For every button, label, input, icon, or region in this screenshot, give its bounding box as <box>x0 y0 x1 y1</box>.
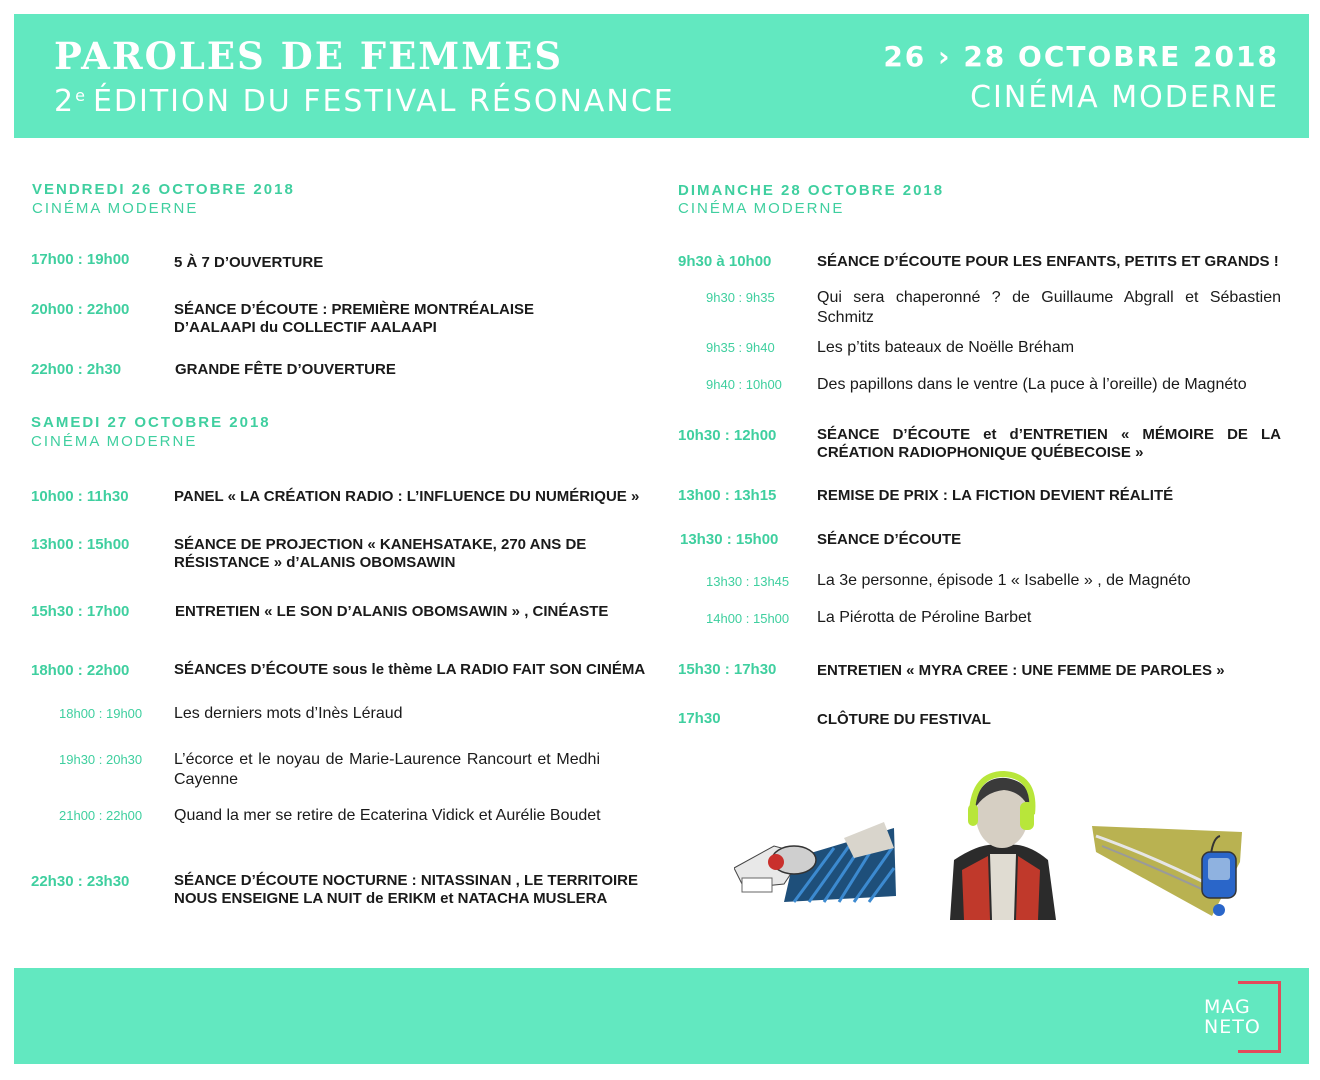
session-title: La 3e personne, épisode 1 « Isabelle » , de Magnéto <box>817 572 1191 589</box>
edition-text: ÉDITION DU FESTIVAL RÉSONANCE <box>92 84 675 119</box>
event-time: 15h30 : 17h30 <box>678 661 777 678</box>
edition-number: 2 <box>54 84 76 119</box>
session-title: Qui sera chaperonné ? de Guillaume Abgrall et Sébastien Schmitz <box>817 289 1281 326</box>
event-title: SÉANCES D’ÉCOUTE sous le thème LA RADIO FAIT SON CINÉMA <box>174 661 646 678</box>
event-time: 20h00 : 22h00 <box>31 301 130 318</box>
festival-title: PAROLES DE FEMMES <box>54 34 564 78</box>
friday-venue: CINÉMA MODERNE <box>32 200 199 217</box>
audio-device-collage <box>1092 826 1244 918</box>
event-title: REMISE DE PRIX : LA FICTION DEVIENT RÉALITÉ <box>817 487 1174 504</box>
event-time: 13h00 : 15h00 <box>31 536 130 553</box>
session-title: L’écorce et le noyau de Marie-Laurence Rancourt et Medhi Cayenne <box>174 751 600 788</box>
festival-venue: CINÉMA MODERNE <box>970 80 1279 115</box>
radio-microphone-collage <box>734 818 898 904</box>
sunday-heading: DIMANCHE 28 OCTOBRE 2018 <box>678 182 945 199</box>
session-title: La Piérotta de Péroline Barbet <box>817 609 1032 626</box>
saturday-heading: SAMEDI 27 OCTOBRE 2018 <box>31 414 271 431</box>
event-title: CLÔTURE DU FESTIVAL <box>817 711 991 728</box>
event-title: SÉANCE D’ÉCOUTE : PREMIÈRE MONTRÉALAISE D’AALAAPI du COLLECTIF AALAAPI <box>174 301 535 336</box>
festival-subtitle <box>54 84 675 119</box>
event-time: 22h30 : 23h30 <box>31 873 130 890</box>
event-title: SÉANCE DE PROJECTION « KANEHSATAKE, 270 ANS DE RÉSISTANCE » d’ALANIS OBOMSAWIN <box>174 536 587 571</box>
event-time: 17h30 <box>678 710 721 727</box>
footer-band <box>14 968 1309 1064</box>
woman-headphones-illustration <box>944 770 1060 924</box>
event-time: 10h00 : 11h30 <box>31 488 129 505</box>
session-time: 9h35 : 9h40 <box>706 340 775 355</box>
event-time: 10h30 : 12h00 <box>678 427 777 444</box>
festival-dates: 26 › 28 OCTOBRE 2018 <box>883 40 1279 73</box>
session-time: 21h00 : 22h00 <box>59 808 143 823</box>
event-title: SÉANCE D’ÉCOUTE <box>817 531 962 548</box>
event-title: GRANDE FÊTE D’OUVERTURE <box>175 361 396 378</box>
event-title: SÉANCE D’ÉCOUTE et d’ENTRETIEN « MÉMOIRE DE LA CRÉATION RADIOPHONIQUE QUÉBECOISE » <box>817 426 1281 461</box>
sunday-venue: CINÉMA MODERNE <box>678 200 845 217</box>
session-time: 19h30 : 20h30 <box>59 752 143 767</box>
session-time: 14h00 : 15h00 <box>706 611 790 626</box>
event-title: SÉANCE D’ÉCOUTE POUR LES ENFANTS, PETITS ET GRANDS ! <box>817 253 1279 270</box>
event-time: 15h30 : 17h00 <box>31 603 130 620</box>
event-title: PANEL « LA CRÉATION RADIO : L’INFLUENCE DU NUMÉRIQUE » <box>174 488 640 505</box>
session-title: Les p’tits bateaux de Noëlle Bréham <box>817 339 1075 356</box>
edition-ordinal: e <box>75 86 87 105</box>
event-title: ENTRETIEN « LE SON D’ALANIS OBOMSAWIN » , CINÉASTE <box>175 603 609 620</box>
friday-heading: VENDREDI 26 OCTOBRE 2018 <box>32 181 295 198</box>
event-time: 13h00 : 13h15 <box>678 487 777 504</box>
event-title: SÉANCE D’ÉCOUTE NOCTURNE : NITASSINAN , LE TERRITOIRE NOUS ENSEIGNE LA NUIT de ERIKM et NATACHA MUSLERA <box>174 872 638 907</box>
session-title: Quand la mer se retire de Ecaterina Vidick et Aurélie Boudet <box>174 807 601 824</box>
saturday-venue: CINÉMA MODERNE <box>31 433 198 450</box>
event-title: 5 À 7 D’OUVERTURE <box>174 254 324 271</box>
session-time: 18h00 : 19h00 <box>59 706 143 721</box>
session-time: 13h30 : 13h45 <box>706 574 790 589</box>
header-band <box>14 14 1309 138</box>
event-time: 9h30 à 10h00 <box>678 253 772 270</box>
event-title: ENTRETIEN « MYRA CREE : UNE FEMME DE PAROLES » <box>817 662 1225 679</box>
event-time: 17h00 : 19h00 <box>31 251 130 268</box>
session-time: 9h40 : 10h00 <box>706 377 782 392</box>
magneto-logo <box>1204 981 1282 1051</box>
event-time: 22h00 : 2h30 <box>31 361 122 378</box>
session-time: 9h30 : 9h35 <box>706 290 775 305</box>
session-title: Des papillons dans le ventre (La puce à l’oreille) de Magnéto <box>817 376 1247 393</box>
event-time: 13h30 : 15h00 <box>680 531 779 548</box>
logo-line-2: NETO <box>1204 1016 1261 1038</box>
logo-line-1: MAG <box>1204 996 1251 1018</box>
event-time: 18h00 : 22h00 <box>31 662 130 679</box>
session-title: Les derniers mots d’Inès Léraud <box>174 705 403 722</box>
